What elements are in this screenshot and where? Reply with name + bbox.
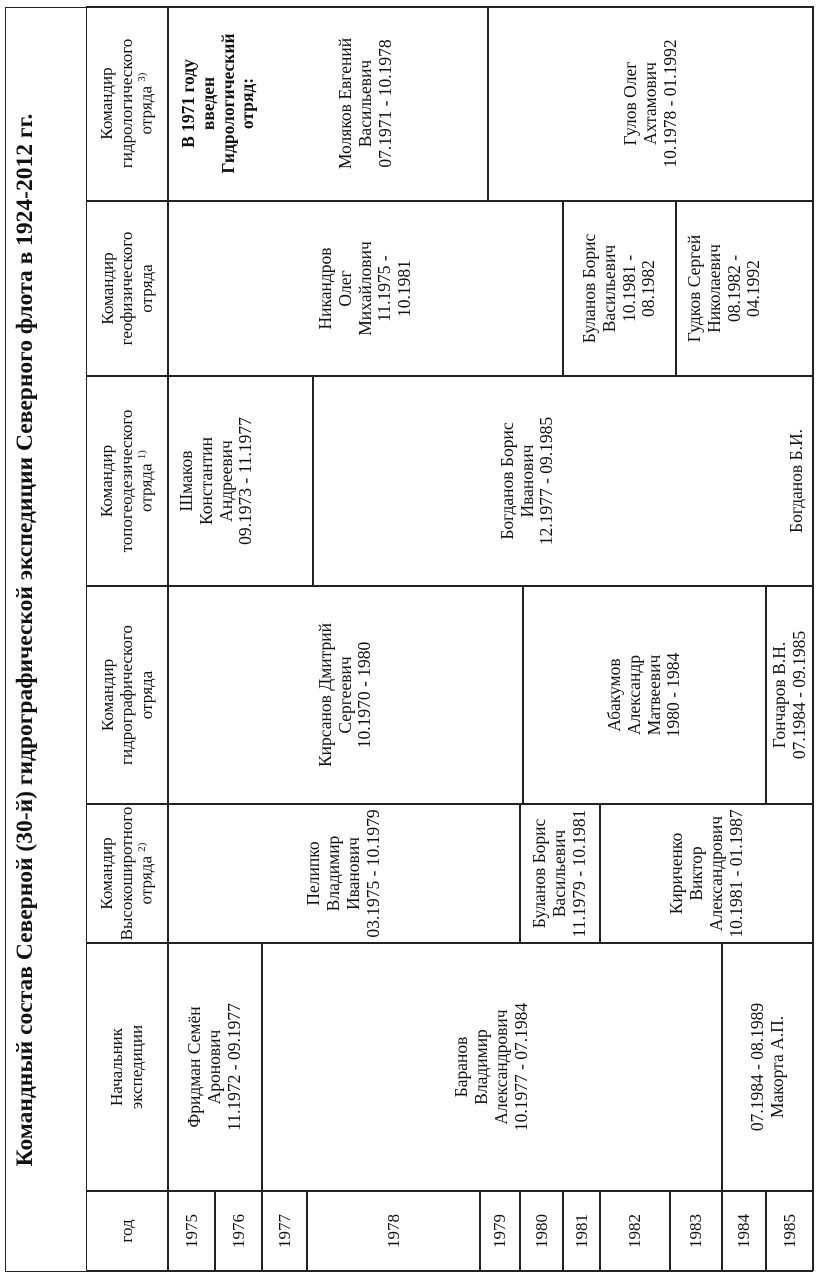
year-cell: 1976	[215, 1191, 262, 1271]
hf-pelipko: Пелипко Владимир Иванович 03.1975 - 10.1979	[168, 804, 520, 943]
tg-shmakov: Шмаков Константин Андреевич 09.1973 - 11.1977	[168, 376, 313, 586]
header-high-latitude: Командир Высокоширотного отряда $^{2)}$	[86, 804, 168, 943]
year-cell: 1984	[722, 1191, 766, 1271]
year-cell: 1978	[307, 1191, 480, 1271]
header-geophysical: Командир геофизического отряда	[86, 201, 168, 376]
gf-gudkov: Гудков Сергей Николаевич 08.1982 - 04.1992	[676, 201, 814, 376]
chief-fridman: Фридман Семён Аронович 11.1972 - 09.1977	[168, 943, 262, 1191]
command-table	[5, 7, 813, 1272]
hg-abakumov: Абакумов Александр Матвеевич 1980 - 1984	[523, 586, 766, 804]
hg-kirsanov: Кирсанов Дмитрий Сергеевич 10.1970 - 1980	[168, 586, 523, 804]
year-cell: 1982	[600, 1191, 670, 1271]
tg-bogdanov-full: Богданов Борис Иванович 12.1977 - 09.1985	[496, 416, 557, 546]
gf-bulanov: Буланов Борис Васильевич 10.1981 - 08.1982	[563, 201, 676, 376]
header-hydrological: Командир гидрологического отряда $^{3)}$	[86, 6, 168, 201]
year-cell: 1981	[563, 1191, 600, 1271]
chief-baranov: Баранов Владимир Александрович 10.1977 - 07.1984	[262, 943, 722, 1191]
tg-bogdanov	[313, 376, 814, 586]
chief-makorta: 07.1984 - 08.1989 Макорта А.П.	[722, 943, 814, 1191]
hf-kirichenko: Кириченко Виктор Александрович 10.1981 - 01.1987	[600, 804, 814, 943]
year-cell: 1977	[262, 1191, 307, 1271]
header-chief: Начальник экспедиции	[86, 943, 168, 1191]
header-year: год	[86, 1191, 168, 1271]
gl-gulov: Гулов Олег Ахтамович 10.1978 - 01.1992	[488, 6, 814, 201]
hg-goncharov: Гончаров В.Н. 07.1984 - 09.1985	[766, 586, 814, 804]
year-cell: 1983	[670, 1191, 722, 1271]
page-title: Командный состав Северной (30-й) гидрографической экспедиции Северного флота в 1924-2012 гг.	[12, 113, 38, 1167]
header-topogeodetic: Командир топогеодезического отряда $^{1)}$	[86, 376, 168, 586]
year-cell: 1985	[766, 1191, 814, 1271]
gl-intro-and-molyakov: В 1971 году введен Гидрологический отряд: Моляков Евгений Васильевич 07.1971 - 10.1978	[168, 6, 488, 201]
hf-bulanov: Буланов Борис Васильевич 11.1979 - 10.1981	[520, 804, 600, 943]
tg-bogdanov-short: Богданов Б.И.	[786, 429, 807, 533]
gf-nikandrov: Никандров Олег Михайлович 11.1975 - 10.1981	[168, 201, 563, 376]
year-cell: 1980	[520, 1191, 563, 1271]
gl-molyakov: Моляков Евгений Васильевич 07.1971 - 10.1978	[335, 37, 395, 170]
year-cell: 1975	[168, 1191, 215, 1271]
year-cell: 1979	[480, 1191, 520, 1271]
header-hydrographic: Командир гидрографического отряда	[86, 586, 168, 804]
